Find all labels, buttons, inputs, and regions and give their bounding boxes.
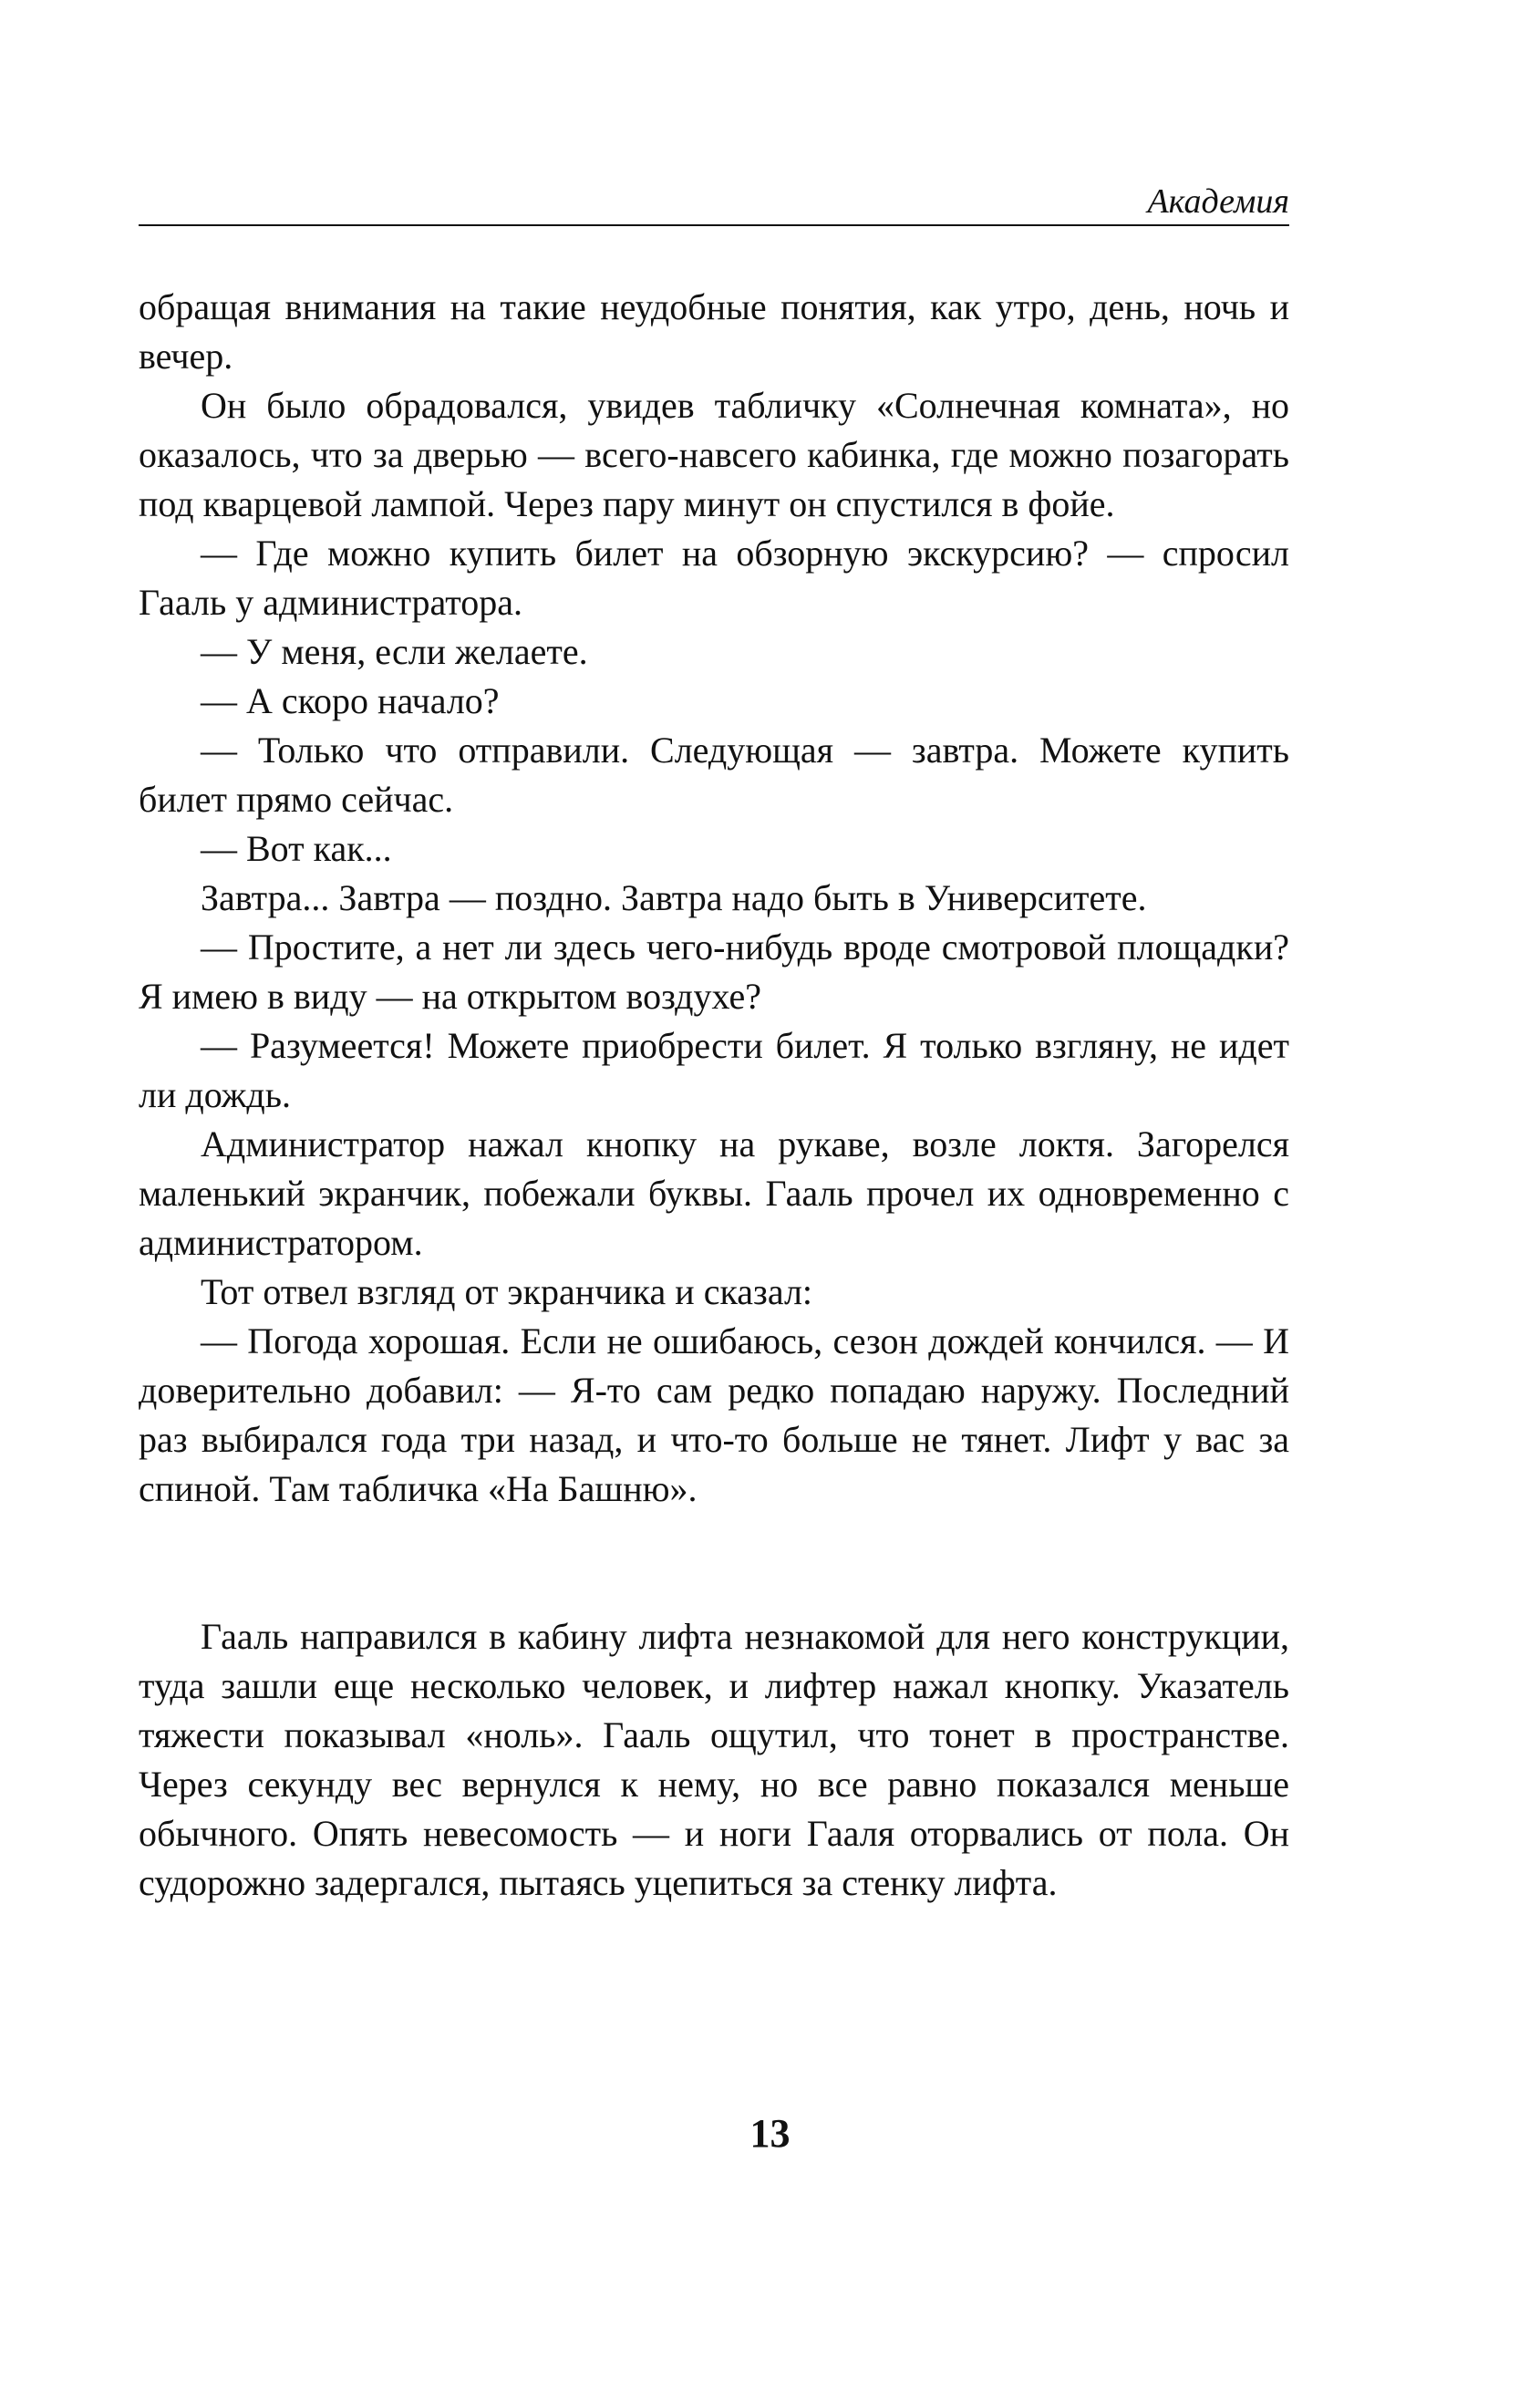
paragraph: — А скоро начало? [201,680,500,721]
page-number: 13 [749,2111,791,2156]
running-header-title: Академия [1147,182,1289,221]
paragraph: — Вот как... [201,828,392,869]
paragraph: — Погода хорошая. Если не ошибаюсь, сезон дождей кончился. — И доверительно добавил: — Я-то сам редко попадаю наружу. Последний раз выбирался года три назад, и что-то больше не тянет. Лифт у вас за спиной. Там табличка «На Башню». [139,1320,1289,1509]
paragraph: Администратор нажал кнопку на рукаве, возле локтя. Загорелся маленький экранчик, побежали буквы. Гааль прочел их одновременно с администратором. [139,1123,1289,1263]
paragraph: — Только что отправили. Следующая — завтра. Можете купить билет прямо сейчас. [139,730,1289,820]
paragraph: — Разумеется! Можете приобрести билет. Я только взгляну, не идет ли дождь. [139,1025,1289,1115]
paragraph: Завтра... Завтра — поздно. Завтра надо быть в Университете. [201,877,1147,918]
paragraph: — Простите, а нет ли здесь чего-нибудь вроде смотровой площадки? Я имею в виду — на открытом воздухе? [139,926,1289,1017]
section-break [139,1514,1289,1612]
paragraph: Он было обрадовался, увидев табличку «Солнечная комната», но оказалось, что за дверью — всего-навсего кабинка, где можно позагорать под кварцевой лампой. Через пару минут он спустился в фойе. [139,385,1289,524]
paragraph: Гааль направился в кабину лифта незнакомой для него конструкции, туда зашли еще несколько человек, и лифтер нажал кнопку. Указатель тяжести показывал «ноль». Гааль ощутил, что тонет в пространстве. Через секунду вес вернулся к нему, но все равно показался меньше обычного. Опять невесомость — и ноги Гааля оторвались от пола. Он судорожно задергался, пытаясь уцепиться за стенку лифта. [139,1616,1289,1903]
paragraph: — У меня, если желаете. [201,631,588,672]
running-header [139,179,1289,226]
paragraph: обращая внимания на такие неудобные понятия, как утро, день, ночь и вечер. [139,286,1289,377]
body-text [139,283,1289,1908]
paragraph: Тот отвел взгляд от экранчика и сказал: [201,1271,813,1312]
paragraph: — Где можно купить билет на обзорную экскурсию? — спросил Гааль у администратора. [139,533,1289,623]
